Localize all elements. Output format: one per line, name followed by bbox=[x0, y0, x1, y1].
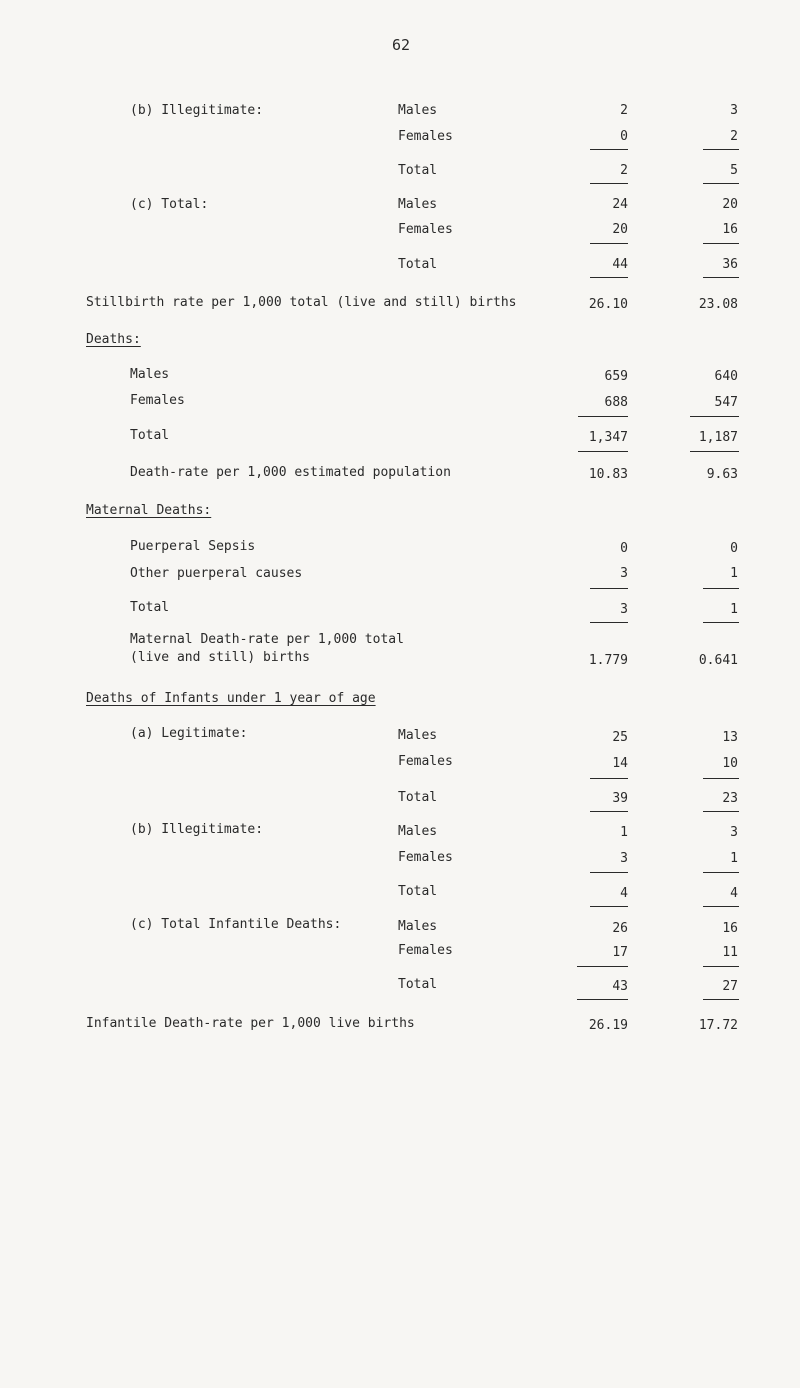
row-label: Females bbox=[398, 222, 453, 237]
maternal-rate-label-line2: (live and still) births bbox=[130, 650, 311, 665]
value-year2: 11 bbox=[722, 945, 738, 960]
row-label: Total bbox=[130, 428, 170, 443]
row-label: Puerperal Sepsis bbox=[130, 539, 256, 554]
value-year1: 26.19 bbox=[588, 1018, 628, 1033]
value-year1: 0 bbox=[620, 129, 628, 144]
value-year2: 640 bbox=[714, 369, 738, 384]
subtotal-rule bbox=[590, 778, 628, 779]
section-label-legitimate: (a) Legitimate: bbox=[130, 726, 248, 741]
row-label: Males bbox=[398, 919, 438, 934]
infant-deaths-heading: Deaths of Infants under 1 year of age bbox=[86, 691, 376, 706]
subtotal-rule bbox=[577, 966, 628, 967]
value-year1: 2 bbox=[620, 163, 628, 178]
value-year2: 23.08 bbox=[698, 297, 738, 312]
value-year1: 659 bbox=[604, 369, 628, 384]
subtotal-rule bbox=[690, 416, 739, 417]
value-year1: 20 bbox=[612, 222, 628, 237]
total-rule bbox=[703, 906, 739, 907]
total-rule bbox=[590, 811, 628, 812]
value-year2: 20 bbox=[722, 197, 738, 212]
subtotal-rule bbox=[590, 588, 628, 589]
section-label-total: (c) Total: bbox=[130, 197, 209, 212]
subtotal-rule bbox=[590, 149, 628, 150]
row-label: Males bbox=[130, 367, 170, 382]
subtotal-rule bbox=[703, 872, 739, 873]
total-rule bbox=[703, 183, 739, 184]
value-year2: 27 bbox=[722, 979, 738, 994]
value-year2: 547 bbox=[714, 395, 738, 410]
value-year1: 39 bbox=[612, 791, 628, 806]
value-year1: 1 bbox=[620, 825, 628, 840]
value-year2: 3 bbox=[730, 103, 738, 118]
page-number: 62 bbox=[392, 36, 411, 54]
value-year1: 4 bbox=[620, 886, 628, 901]
subtotal-rule bbox=[703, 966, 739, 967]
maternal-rate-label-line1: Maternal Death-rate per 1,000 total bbox=[130, 632, 404, 647]
value-year1: 1.779 bbox=[588, 653, 628, 668]
value-year2: 10 bbox=[722, 756, 738, 771]
subtotal-rule bbox=[703, 588, 739, 589]
value-year1: 14 bbox=[612, 756, 628, 771]
maternal-deaths-heading: Maternal Deaths: bbox=[86, 503, 212, 518]
value-year2: 3 bbox=[730, 825, 738, 840]
value-year2: 9.63 bbox=[706, 467, 738, 482]
row-label: Other puerperal causes bbox=[130, 566, 303, 581]
value-year1: 25 bbox=[612, 730, 628, 745]
row-label: Total bbox=[398, 884, 438, 899]
row-label: Total bbox=[398, 977, 438, 992]
value-year1: 3 bbox=[620, 602, 628, 617]
value-year1: 1,347 bbox=[588, 430, 628, 445]
row-label: Females bbox=[398, 850, 453, 865]
value-year2: 17.72 bbox=[698, 1018, 738, 1033]
value-year1: 3 bbox=[620, 851, 628, 866]
subtotal-rule bbox=[590, 243, 628, 244]
row-label: Total bbox=[398, 163, 438, 178]
row-label: Males bbox=[398, 197, 438, 212]
row-label: Females bbox=[398, 129, 453, 144]
value-year1: 3 bbox=[620, 566, 628, 581]
value-year2: 23 bbox=[722, 791, 738, 806]
value-year2: 0.641 bbox=[698, 653, 738, 668]
death-rate-label: Death-rate per 1,000 estimated population bbox=[130, 465, 451, 480]
infantile-rate-label: Infantile Death-rate per 1,000 live births bbox=[86, 1016, 415, 1031]
row-label: Males bbox=[398, 824, 438, 839]
total-rule bbox=[703, 811, 739, 812]
row-label: Females bbox=[398, 943, 453, 958]
row-label: Total bbox=[130, 600, 170, 615]
value-year2: 36 bbox=[722, 257, 738, 272]
value-year2: 4 bbox=[730, 886, 738, 901]
value-year1: 688 bbox=[604, 395, 628, 410]
total-rule bbox=[590, 906, 628, 907]
subtotal-rule bbox=[578, 416, 628, 417]
total-rule bbox=[703, 622, 739, 623]
value-year2: 16 bbox=[722, 921, 738, 936]
value-year1: 26.10 bbox=[588, 297, 628, 312]
subtotal-rule bbox=[703, 243, 739, 244]
subtotal-rule bbox=[703, 778, 739, 779]
total-rule bbox=[690, 451, 739, 452]
value-year2: 1 bbox=[730, 566, 738, 581]
total-rule bbox=[703, 999, 739, 1000]
row-label: Males bbox=[398, 728, 438, 743]
row-label: Males bbox=[398, 103, 438, 118]
total-rule bbox=[578, 451, 628, 452]
section-label-illegitimate: (b) Illegitimate: bbox=[130, 822, 264, 837]
total-rule bbox=[590, 183, 628, 184]
value-year2: 16 bbox=[722, 222, 738, 237]
row-label: Total bbox=[398, 257, 438, 272]
total-rule bbox=[577, 999, 628, 1000]
value-year2: 1 bbox=[730, 602, 738, 617]
value-year1: 2 bbox=[620, 103, 628, 118]
value-year2: 13 bbox=[722, 730, 738, 745]
row-label: Total bbox=[398, 790, 438, 805]
value-year1: 26 bbox=[612, 921, 628, 936]
value-year1: 44 bbox=[612, 257, 628, 272]
value-year2: 1 bbox=[730, 851, 738, 866]
value-year1: 24 bbox=[612, 197, 628, 212]
section-label-total-infantile: (c) Total Infantile Deaths: bbox=[130, 917, 342, 932]
value-year1: 0 bbox=[620, 541, 628, 556]
value-year2: 5 bbox=[730, 163, 738, 178]
total-rule bbox=[590, 277, 628, 278]
value-year2: 2 bbox=[730, 129, 738, 144]
row-label: Females bbox=[130, 393, 185, 408]
value-year2: 0 bbox=[730, 541, 738, 556]
stillbirth-rate-label: Stillbirth rate per 1,000 total (live and still) births bbox=[86, 295, 517, 310]
deaths-heading: Deaths: bbox=[86, 332, 141, 347]
value-year2: 1,187 bbox=[698, 430, 738, 445]
subtotal-rule bbox=[703, 149, 739, 150]
subtotal-rule bbox=[590, 872, 628, 873]
row-label: Females bbox=[398, 754, 453, 769]
section-label-illegitimate: (b) Illegitimate: bbox=[130, 103, 264, 118]
value-year1: 17 bbox=[612, 945, 628, 960]
total-rule bbox=[590, 622, 628, 623]
total-rule bbox=[703, 277, 739, 278]
value-year1: 43 bbox=[612, 979, 628, 994]
value-year1: 10.83 bbox=[588, 467, 628, 482]
